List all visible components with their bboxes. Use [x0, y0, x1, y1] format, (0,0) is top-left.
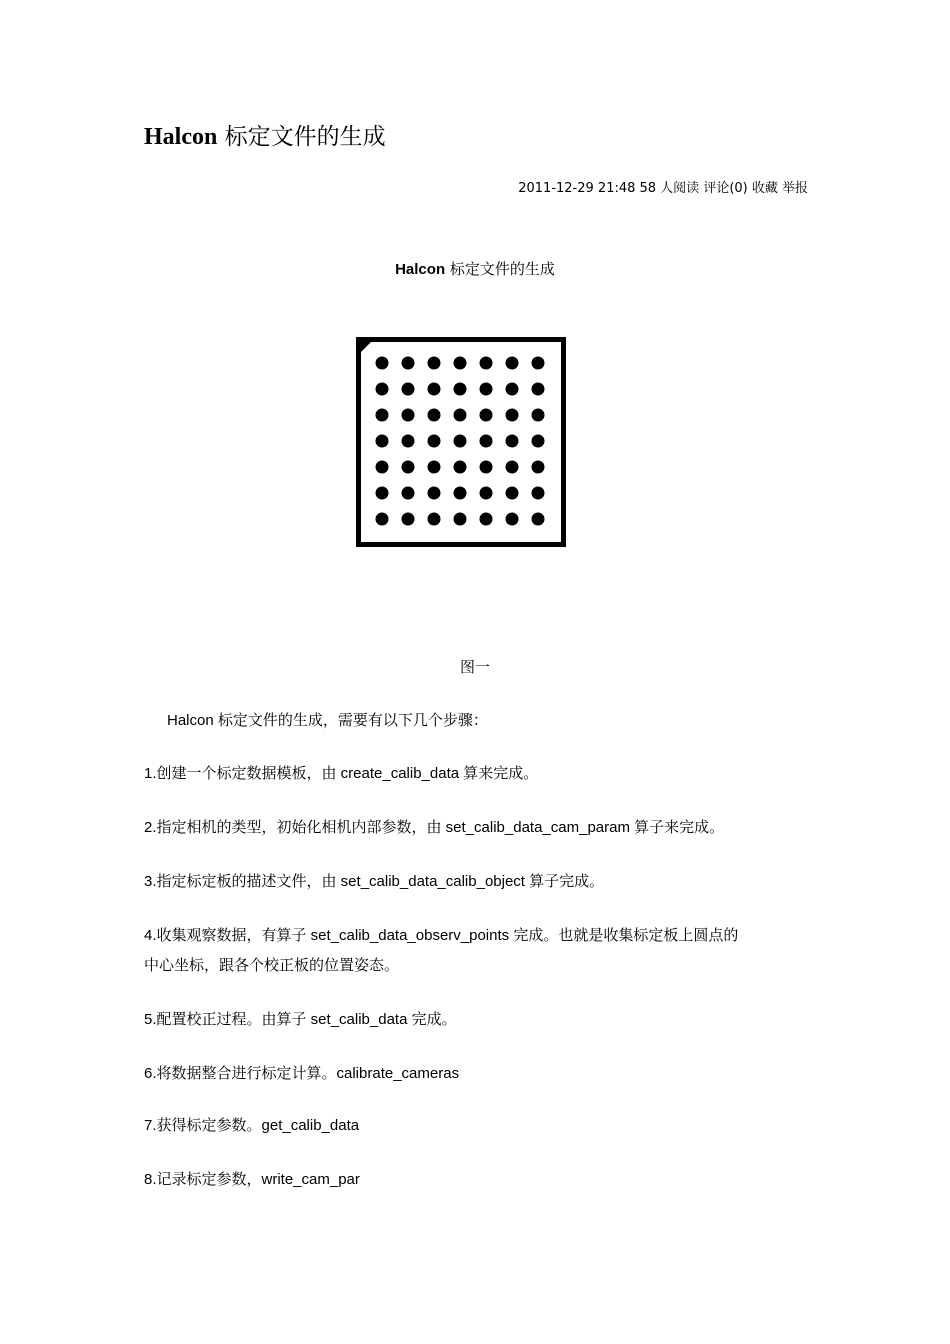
step-5: 5.配置校正过程。由算子 set_calib_data 完成。 [144, 1011, 457, 1028]
calibration-dot [532, 409, 545, 422]
calibration-board-image [356, 337, 566, 547]
calibration-dot [506, 409, 519, 422]
calibration-dot [402, 487, 415, 500]
calibration-dot [506, 461, 519, 474]
calibration-dot [532, 513, 545, 526]
calibration-dot [532, 435, 545, 448]
subtitle-latin: Halcon [395, 261, 446, 278]
calibration-dot [402, 383, 415, 396]
calibration-dot [376, 409, 389, 422]
calibration-dot [506, 383, 519, 396]
calibration-dot [480, 357, 493, 370]
calibration-dot [376, 357, 389, 370]
calibration-dot [428, 357, 441, 370]
subtitle-cjk: 标定文件的生成 [445, 260, 555, 278]
calibration-dot [376, 513, 389, 526]
step-1: 1.创建一个标定数据模板，由 create_calib_data 算来完成。 [144, 765, 539, 782]
intro-paragraph: Halcon 标定文件的生成，需要有以下几个步骤： [167, 712, 488, 729]
calibration-dot [428, 435, 441, 448]
calibration-dot [506, 513, 519, 526]
calibration-dot [376, 487, 389, 500]
step-3: 3.指定标定板的描述文件，由 set_calib_data_calib_object 算子完成。 [144, 873, 605, 890]
step-8: 8.记录标定参数，write_cam_par [144, 1171, 360, 1188]
title-cjk: 标定文件的生成 [224, 124, 386, 150]
calibration-dot [428, 513, 441, 526]
calibration-dot [480, 513, 493, 526]
calibration-dot [480, 409, 493, 422]
title-latin: Halcon [144, 124, 218, 150]
calibration-dot [454, 435, 467, 448]
calibration-dot [428, 487, 441, 500]
calibration-dot [402, 357, 415, 370]
calibration-dot [480, 461, 493, 474]
calibration-dot [454, 513, 467, 526]
calibration-dot [402, 513, 415, 526]
calibration-dot [428, 461, 441, 474]
figure-caption: 图一 [459, 658, 490, 676]
calibration-dot [428, 409, 441, 422]
calibration-dot [402, 435, 415, 448]
calibration-dot [454, 487, 467, 500]
calibration-dot [454, 383, 467, 396]
calibration-dot [454, 461, 467, 474]
calibration-dot [506, 487, 519, 500]
calibration-dot [532, 461, 545, 474]
step-2: 2.指定相机的类型，初始化相机内部参数，由 set_calib_data_cam_param 算子来完成。 [144, 819, 725, 836]
calibration-dot [532, 487, 545, 500]
calibration-dot [480, 435, 493, 448]
step-4: 4.收集观察数据，有算子 set_calib_data_observ_points 完成。也就是收集标定板上圆点的 [144, 927, 739, 944]
calibration-dot [532, 357, 545, 370]
calibration-dot [402, 461, 415, 474]
calibration-dot [506, 435, 519, 448]
calibration-dot [428, 383, 441, 396]
step-6: 6.将数据整合进行标定计算。calibrate_cameras [144, 1065, 460, 1082]
calibration-dot [376, 461, 389, 474]
step-7: 7.获得标定参数。get_calib_data [144, 1117, 360, 1134]
calibration-dot [480, 487, 493, 500]
calibration-dot [532, 383, 545, 396]
page-title [144, 118, 386, 151]
calibration-dot [376, 435, 389, 448]
calibration-dot [506, 357, 519, 370]
calibration-dot [402, 409, 415, 422]
article-meta: 2011-12-29 21:48 58 人阅读 评论(0) 收藏 举报 [518, 181, 808, 196]
step-4-continued: 中心坐标，跟各个校正板的位置姿态。 [144, 957, 400, 974]
calibration-dot [480, 383, 493, 396]
article-subtitle [0, 258, 950, 279]
calibration-dot [454, 409, 467, 422]
calibration-dot [454, 357, 467, 370]
calibration-dot [376, 383, 389, 396]
